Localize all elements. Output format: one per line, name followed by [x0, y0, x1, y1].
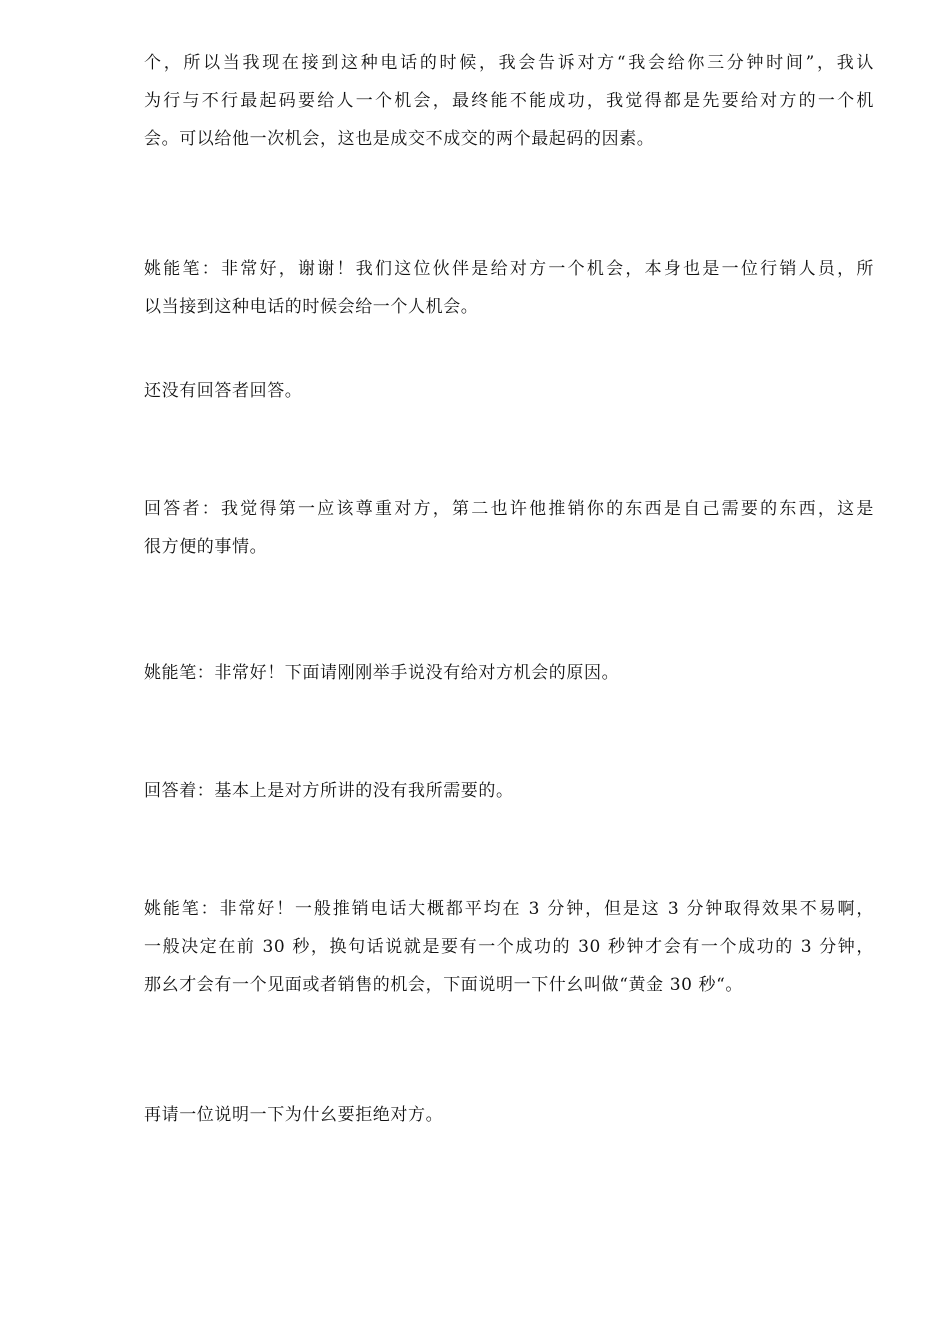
- text-line: 姚能笔：非常好，谢谢！我们这位伙伴是给对方一个机会，本身也是一位行销人员，所: [144, 259, 874, 279]
- text-line: 个，所以当我现在接到这种电话的时候，我会告诉对方“我会给你三分钟时间”，我认: [144, 53, 874, 73]
- text-line: 姚能笔：非常好！下面请刚刚举手说没有给对方机会的原因。: [144, 663, 620, 683]
- text-line: 回答着：基本上是对方所讲的没有我所需要的。: [144, 781, 514, 801]
- paragraph-yao-golden-30-seconds: [144, 890, 874, 1004]
- paragraph-continuation: [144, 44, 874, 158]
- paragraph-yao-response-2: [144, 654, 874, 692]
- text-line: 为行与不行最起码要给人一个机会，最终能不能成功，我觉得都是先要给对方的一个机: [144, 91, 874, 111]
- text-line: 一般决定在前 30 秒，换句话说就是要有一个成功的 30 秒钟才会有一个成功的 3 分钟，: [144, 937, 874, 957]
- paragraph-answerer-1: [144, 490, 874, 566]
- paragraph-no-answer: [144, 372, 874, 410]
- text-line: 再请一位说明一下为什幺要拒绝对方。: [144, 1105, 444, 1125]
- text-line: 那幺才会有一个见面或者销售的机会，下面说明一下什幺叫做“黄金 30 秒“。: [144, 975, 744, 995]
- text-line: 很方便的事情。: [144, 537, 268, 557]
- paragraph-yao-response-1: [144, 250, 874, 326]
- paragraph-answerer-2: [144, 772, 874, 810]
- text-line: 会。可以给他一次机会，这也是成交不成交的两个最起码的因素。: [144, 129, 655, 149]
- text-line: 回答者：我觉得第一应该尊重对方，第二也许他推销你的东西是自己需要的东西，这是: [144, 499, 874, 519]
- text-line: 还没有回答者回答。: [144, 381, 303, 401]
- text-line: 以当接到这种电话的时候会给一个人机会。: [144, 297, 479, 317]
- paragraph-closing-question: [144, 1096, 874, 1134]
- text-line: 姚能笔：非常好！一般推销电话大概都平均在 3 分钟，但是这 3 分钟取得效果不易啊，: [144, 899, 874, 919]
